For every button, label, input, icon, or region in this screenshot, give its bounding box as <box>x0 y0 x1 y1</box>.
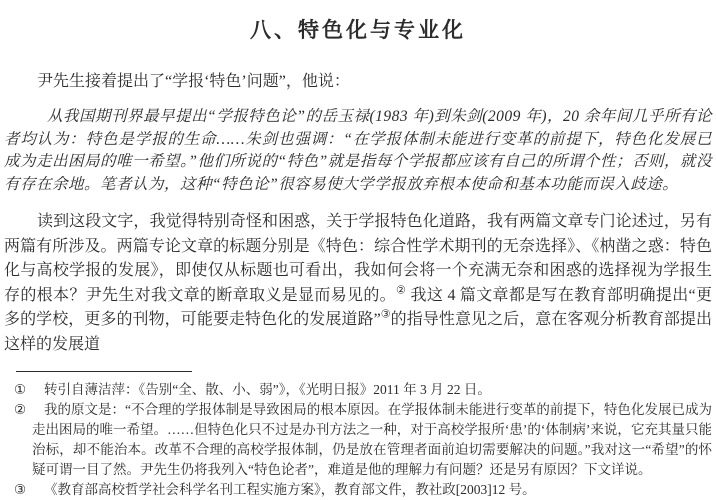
footnote-3-text: 《教育部高校哲学社会科学名刊工程实施方案》，教育部文件，教社政[2003]12 号。 <box>44 482 536 497</box>
footnote-ref-3-marker: ③ <box>380 308 391 321</box>
footnote-item-3 <box>4 480 712 500</box>
footnote-1-marker: ① <box>14 382 27 397</box>
footnote-3-marker: ③ <box>14 482 27 497</box>
footnotes-section <box>4 380 712 500</box>
intro-paragraph: 尹先生接着提出了“学报‘特色’问题”，他说： <box>37 73 350 90</box>
body-text-after-ref3: 的指导性意见之后，意在客观分析教育部提出这样的发展道 <box>4 311 712 353</box>
body-text-before-ref2: 读到这段文字，我觉得特别奇怪和困惑，关于学报特色化道路，我有两篇文章专门论述过，另有两篇有所涉及。两篇专论文章的标题分别是《特色：综合性学术期刊的无奈选择》、《枘凿之惑：特色化与高校学报的发展》，即使仅从标题也可看出，我如何会将一个充满无奈和困惑的选择视为学报生存的根本？尹先生对我文章的断章取义是显而易见的。 <box>4 213 712 304</box>
body-paragraph <box>4 210 712 357</box>
body-text-between-refs: 我这 4 篇文章都是写在教育部明确提出“更多的学校，更多的刊物，可能要走特色化的发展道路” <box>4 286 712 328</box>
footnote-item-2 <box>4 400 712 480</box>
footnote-2-marker: ② <box>14 402 27 417</box>
footnote-1-text: 转引自薄洁萍：《告别“全、散、小、弱”》，《光明日报》2011 年 3 月 22 日。 <box>44 382 491 397</box>
quote-paragraph: 从我国期刊界最早提出“学报特色论”的岳玉禄(1983 年)到朱剑(2009 年)，20 余年间几乎所有论者均认为：特色是学报的生命……朱剑也强调：“在学报体制未能进行变革的前提下，特色化发展已成为走出困局的唯一希望。”他们所说的“特色”就是指每个学报都应该有自己的所谓个性；否则，就没有存在余地。笔者认为，这种“特色论”很容易使大学学报放弃根本使命和基本功能而误入歧途。 <box>4 108 712 193</box>
footnote-2-text: 我的原文是：“不合理的学报体制是导致困局的根本原因。在学报体制未能进行变革的前提下，特色化发展已成为走出困局的唯一希望。……但特色化只不过是办刊方法之一种，对于高校学报所‘患’的‘体制病’来说，它充其量只能治标，却不能治本。改革不合理的高校学报体制，仍是放在管理者面前迫切需要解决的问题。”我对这一“希望”的怀疑可谓一目了然。尹先生仍将我列入“特色论者”，难道是他的理解力有问题？还是另有原因？下文详说。 <box>32 402 712 477</box>
footnote-item-1 <box>4 380 712 400</box>
footnote-ref-2-marker: ② <box>396 284 407 297</box>
footnote-separator-rule <box>16 371 192 372</box>
page-title: 八、特色化与专业化 <box>250 18 466 42</box>
